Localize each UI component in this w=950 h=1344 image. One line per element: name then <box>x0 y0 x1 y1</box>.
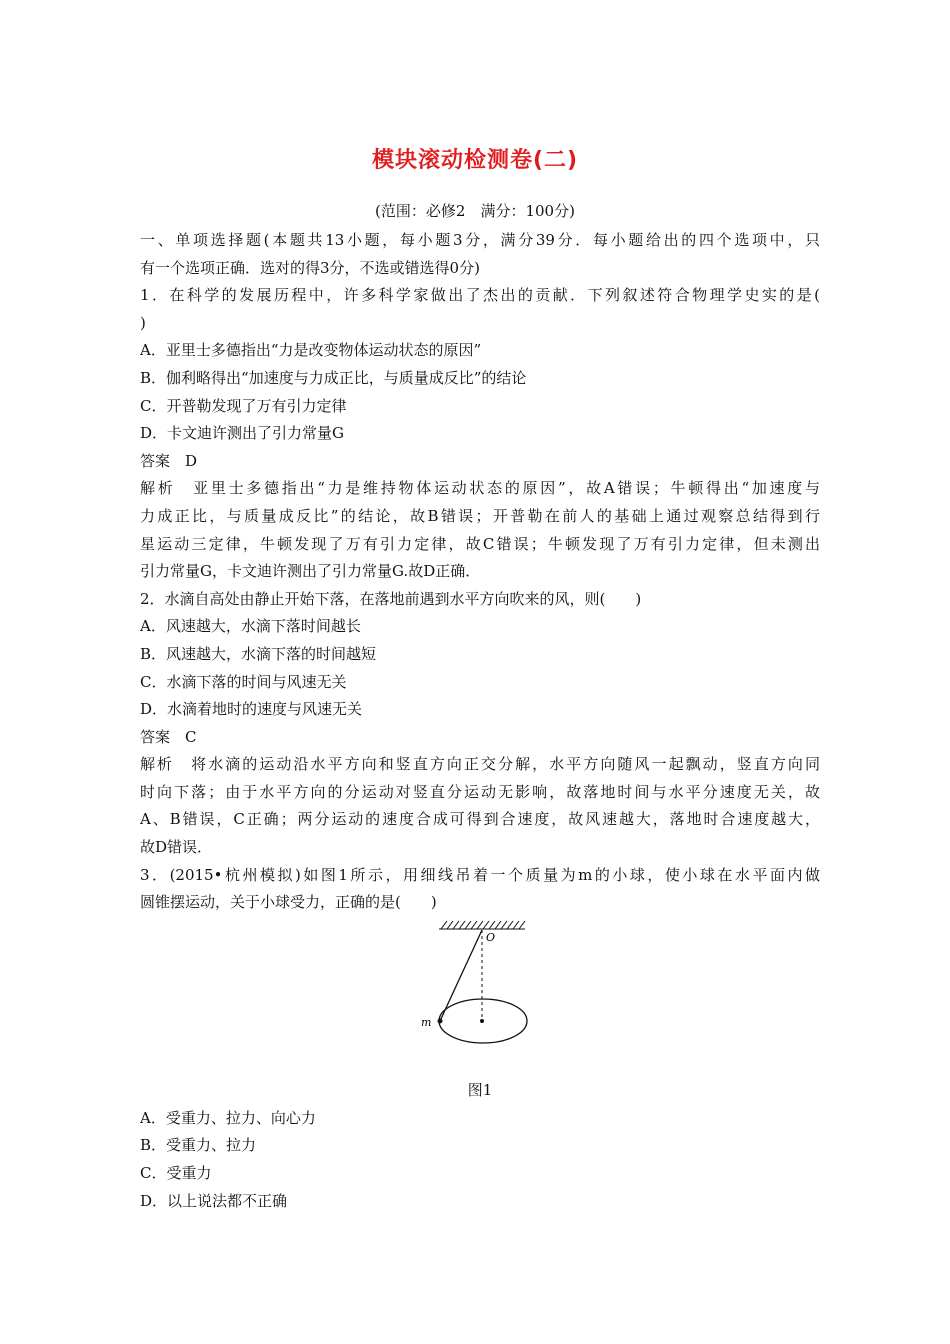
q2-analysis-line-1: 解析 将水滴的运动沿水平方向和竖直方向正交分解，水平方向随风一起飘动，竖直方向同 <box>140 755 820 774</box>
q3-option-c: C．受重力 <box>140 1164 212 1183</box>
q2-option-c: C．水滴下落的时间与风速无关 <box>140 672 347 691</box>
q1-analysis-line-4: 引力常量G，卡文迪许测出了引力常量G.故D正确． <box>140 562 481 581</box>
q2-analysis-line-4: 故D错误． <box>140 838 213 857</box>
center-point <box>480 1019 484 1023</box>
q1-option-d: D．卡文迪许测出了引力常量G <box>140 424 345 443</box>
conical-pendulum-figure <box>140 917 820 1075</box>
q3-option-d: D．以上说法都不正确 <box>140 1191 288 1210</box>
label-m: m <box>421 1015 432 1029</box>
label-o: O <box>486 930 496 944</box>
q2-analysis-line-2: 时向下落；由于水平方向的分运动对竖直分运动无影响，故落地时间与水平分速度无关，故 <box>140 782 820 801</box>
q3-option-a: A．受重力、拉力、向心力 <box>140 1108 316 1127</box>
conical-pendulum-diagram <box>415 917 555 1067</box>
ball <box>438 1018 443 1023</box>
q2-analysis-line-3: A、B错误，C正确；两分运动的速度合成可得到合速度，故风速越大，落地时合速度越大， <box>140 810 820 829</box>
q2-option-b: B．风速越大，水滴下落的时间越短 <box>140 644 377 663</box>
page-subtitle: (范围：必修2 满分：100分) <box>375 202 575 220</box>
section-heading-line-1: 一、单项选择题(本题共13小题，每小题3分，满分39分．每小题给出的四个选项中，只 <box>140 231 820 249</box>
q1-stem-line-2: ) <box>140 313 146 332</box>
q3-stem-line-2: 圆锥摆运动，关于小球受力，正确的是( ) <box>140 893 437 912</box>
q1-answer: 答案 D <box>140 451 198 470</box>
q2-option-a: A．风速越大，水滴下落时间越长 <box>140 617 361 636</box>
q1-analysis-line-3: 星运动三定律，牛顿发现了万有引力定律，故C错误；牛顿发现了万有引力定律，但未测出 <box>140 534 820 553</box>
q1-option-b: B．伽利略得出“加速度与力成正比，与质量成反比”的结论 <box>140 368 527 387</box>
q2-answer: 答案 C <box>140 727 197 746</box>
q3-stem-line-1: 3．(2015•杭州模拟)如图1所示，用细线吊着一个质量为m的小球，使小球在水平面内做 <box>140 865 820 884</box>
figure-caption: 图1 <box>467 1080 493 1099</box>
document-body <box>140 227 820 1215</box>
q1-analysis-line-2: 力成正比，与质量成反比”的结论，故B错误；开普勒在前人的基础上通过观察总结得到行 <box>140 506 820 525</box>
q1-stem-line-1: 1．在科学的发展历程中，许多科学家做出了杰出的贡献．下列叙述符合物理学史实的是( <box>140 286 820 305</box>
ceiling-hatch <box>439 921 525 929</box>
q3-option-b: B．受重力、拉力 <box>140 1136 257 1155</box>
q2-option-d: D．水滴着地时的速度与风速无关 <box>140 700 363 719</box>
section-heading-line-2: 有一个选项正确．选对的得3分，不选或错选得0分) <box>140 258 480 277</box>
q1-option-a: A．亚里士多德指出“力是改变物体运动状态的原因” <box>140 341 482 360</box>
page-title: 模块滚动检测卷(二) <box>371 148 579 173</box>
q1-option-c: C．开普勒发现了万有引力定律 <box>140 396 347 415</box>
q2-stem: 2．水滴自高处由静止开始下落，在落地前遇到水平方向吹来的风，则( ) <box>140 589 642 608</box>
pendulum-string <box>440 930 482 1021</box>
q1-analysis-line-1: 解析 亚里士多德指出“力是维持物体运动状态的原因”，故A错误；牛顿得出“加速度与 <box>140 479 820 498</box>
